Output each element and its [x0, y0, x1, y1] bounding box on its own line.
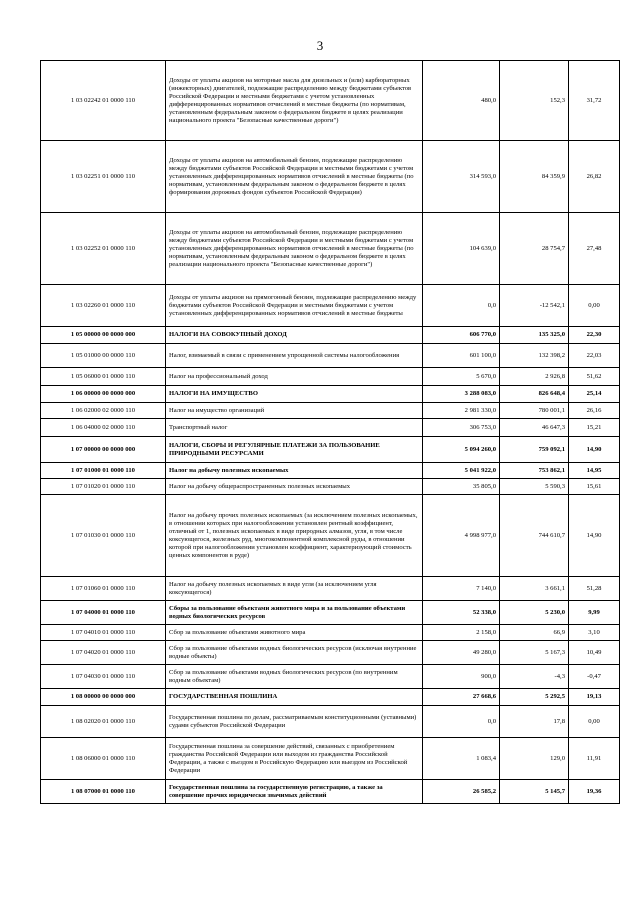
- revenue-name-cell: Государственная пошлина по делам, рассматриваемым конституционными (уставными) судами субъектов Российской Федерации: [166, 706, 423, 738]
- planned-amount-cell: 3 288 083,0: [423, 386, 500, 403]
- budget-revenue-table: [40, 60, 620, 804]
- budget-code-cell: 1 08 06000 01 0000 110: [41, 738, 166, 780]
- budget-code-cell: 1 07 04030 01 0000 110: [41, 665, 166, 689]
- revenue-name-cell: Доходы от уплаты акцизов на моторные масла для дизельных и (или) карбюраторных (инжекторных) двигателей, подлежащие распределению между бюджетами субъектов Российской Федерации и местными бюджетами с учетом установленных дифференцированных нормативов отчислений в местные бюджеты (по нормативам, установленным федеральным законом о федеральном бюджете в целях реализации национального проекта "Безопасные качественные дороги"): [166, 61, 423, 141]
- planned-amount-cell: 27 668,6: [423, 689, 500, 706]
- budget-code-cell: 1 03 02252 01 0000 110: [41, 213, 166, 285]
- table-row: [41, 601, 620, 625]
- table-row: [41, 285, 620, 327]
- planned-amount-cell: 314 593,0: [423, 141, 500, 213]
- planned-amount-cell: 601 100,0: [423, 344, 500, 368]
- planned-amount-cell: 52 338,0: [423, 601, 500, 625]
- execution-percent-cell: 15,21: [569, 419, 620, 437]
- execution-percent-cell: 27,48: [569, 213, 620, 285]
- revenue-name-cell: Государственная пошлина за совершение действий, связанных с приобретением гражданства Российской Федерации или выходом из гражданства Российской Федерации, а также с въездом в Российскую Федерацию или выездом из Российской Федерации: [166, 738, 423, 780]
- execution-percent-cell: 51,62: [569, 368, 620, 386]
- execution-percent-cell: 15,61: [569, 479, 620, 495]
- revenue-name-cell: Налог, взимаемый в связи с применением упрощенной системы налогообложения: [166, 344, 423, 368]
- planned-amount-cell: 606 770,0: [423, 327, 500, 344]
- budget-code-cell: 1 07 01060 01 0000 110: [41, 577, 166, 601]
- execution-percent-cell: 19,13: [569, 689, 620, 706]
- table-row: [41, 419, 620, 437]
- execution-percent-cell: 22,30: [569, 327, 620, 344]
- revenue-name-cell: Доходы от уплаты акцизов на автомобильный бензин, подлежащие распределению между бюджетами субъектов Российской Федерации и местными бюджетами с учетом установленных дифференцированных нормативов отчислений в местные бюджеты (по нормативам, установленным федеральным законом о федеральном бюджете в целях реализации национального проекта "Безопасные качественные дороги"): [166, 213, 423, 285]
- actual-amount-cell: 46 647,3: [500, 419, 569, 437]
- execution-percent-cell: 10,49: [569, 641, 620, 665]
- table-row: [41, 577, 620, 601]
- table-row: [41, 479, 620, 495]
- revenue-name-cell: НАЛОГИ НА ИМУЩЕСТВО: [166, 386, 423, 403]
- execution-percent-cell: 14,90: [569, 495, 620, 577]
- budget-code-cell: 1 07 04000 01 0000 110: [41, 601, 166, 625]
- actual-amount-cell: 780 001,1: [500, 403, 569, 419]
- execution-percent-cell: 25,14: [569, 386, 620, 403]
- budget-code-cell: 1 05 00000 00 0000 000: [41, 327, 166, 344]
- budget-code-cell: 1 05 01000 00 0000 110: [41, 344, 166, 368]
- planned-amount-cell: 5 670,0: [423, 368, 500, 386]
- actual-amount-cell: 17,8: [500, 706, 569, 738]
- budget-code-cell: 1 08 02020 01 0000 110: [41, 706, 166, 738]
- actual-amount-cell: 5 590,3: [500, 479, 569, 495]
- revenue-name-cell: Сбор за пользование объектами водных биологических ресурсов (исключая внутренние водные объекты): [166, 641, 423, 665]
- planned-amount-cell: 26 585,2: [423, 780, 500, 804]
- table-row: [41, 625, 620, 641]
- execution-percent-cell: 26,16: [569, 403, 620, 419]
- actual-amount-cell: 759 092,1: [500, 437, 569, 463]
- planned-amount-cell: 49 280,0: [423, 641, 500, 665]
- budget-code-cell: 1 07 01030 01 0000 110: [41, 495, 166, 577]
- budget-code-cell: 1 07 04020 01 0000 110: [41, 641, 166, 665]
- actual-amount-cell: 129,0: [500, 738, 569, 780]
- table-row: [41, 463, 620, 479]
- actual-amount-cell: -4,3: [500, 665, 569, 689]
- actual-amount-cell: 66,9: [500, 625, 569, 641]
- budget-code-cell: 1 03 02242 01 0000 110: [41, 61, 166, 141]
- planned-amount-cell: 900,0: [423, 665, 500, 689]
- budget-code-cell: 1 05 06000 01 0000 110: [41, 368, 166, 386]
- actual-amount-cell: -12 542,1: [500, 285, 569, 327]
- revenue-name-cell: Государственная пошлина за государственную регистрацию, а также за совершение прочих юридически значимых действий: [166, 780, 423, 804]
- revenue-name-cell: Доходы от уплаты акцизов на автомобильный бензин, подлежащие распределению между бюджетами субъектов Российской Федерации и местными бюджетами с учетом установленных дифференцированных нормативов отчислений в местные бюджеты (по нормативам, установленным федеральным законом о федеральном бюджете в целях формирования дорожных фондов субъектов Российской Федерации): [166, 141, 423, 213]
- table-row: [41, 213, 620, 285]
- revenue-name-cell: НАЛОГИ НА СОВОКУПНЫЙ ДОХОД: [166, 327, 423, 344]
- revenue-name-cell: Налог на добычу полезных ископаемых: [166, 463, 423, 479]
- planned-amount-cell: 480,0: [423, 61, 500, 141]
- revenue-name-cell: Сбор за пользование объектами водных биологических ресурсов (по внутренним водным объектам): [166, 665, 423, 689]
- execution-percent-cell: 19,36: [569, 780, 620, 804]
- budget-code-cell: 1 08 00000 00 0000 000: [41, 689, 166, 706]
- revenue-name-cell: Налог на добычу прочих полезных ископаемых (за исключением полезных ископаемых, в отношении которых при налогообложении установлен рентный коэффициент, отличный от 1, полезных ископаемых в виде природных алмазов, угля, в том числе коксующегося, железных руд, многокомпонентной комплексной руды, в отношении которой при налогообложении установлен коэффициент, характеризующий стоимость ценных компонентов в руде): [166, 495, 423, 577]
- budget-code-cell: 1 07 00000 00 0000 000: [41, 437, 166, 463]
- table-row: [41, 495, 620, 577]
- planned-amount-cell: 1 083,4: [423, 738, 500, 780]
- actual-amount-cell: 5 230,0: [500, 601, 569, 625]
- table-row: [41, 665, 620, 689]
- revenue-name-cell: НАЛОГИ, СБОРЫ И РЕГУЛЯРНЫЕ ПЛАТЕЖИ ЗА ПОЛЬЗОВАНИЕ ПРИРОДНЫМИ РЕСУРСАМИ: [166, 437, 423, 463]
- execution-percent-cell: 14,95: [569, 463, 620, 479]
- budget-code-cell: 1 07 01020 01 0000 110: [41, 479, 166, 495]
- table-row: [41, 706, 620, 738]
- budget-code-cell: 1 06 00000 00 0000 000: [41, 386, 166, 403]
- actual-amount-cell: 5 145,7: [500, 780, 569, 804]
- budget-code-cell: 1 06 04000 02 0000 110: [41, 419, 166, 437]
- execution-percent-cell: 51,28: [569, 577, 620, 601]
- planned-amount-cell: 5 041 922,0: [423, 463, 500, 479]
- budget-code-cell: 1 03 02260 01 0000 110: [41, 285, 166, 327]
- execution-percent-cell: 11,91: [569, 738, 620, 780]
- budget-code-cell: 1 06 02000 02 0000 110: [41, 403, 166, 419]
- execution-percent-cell: 26,82: [569, 141, 620, 213]
- actual-amount-cell: 744 610,7: [500, 495, 569, 577]
- execution-percent-cell: 0,00: [569, 706, 620, 738]
- execution-percent-cell: 3,10: [569, 625, 620, 641]
- table-row: [41, 738, 620, 780]
- planned-amount-cell: 104 639,0: [423, 213, 500, 285]
- actual-amount-cell: 826 648,4: [500, 386, 569, 403]
- budget-code-cell: 1 08 07000 01 0000 110: [41, 780, 166, 804]
- planned-amount-cell: 7 140,0: [423, 577, 500, 601]
- budget-code-cell: 1 03 02251 01 0000 110: [41, 141, 166, 213]
- execution-percent-cell: 22,03: [569, 344, 620, 368]
- page-number: 3: [316, 38, 324, 53]
- actual-amount-cell: 2 926,8: [500, 368, 569, 386]
- budget-code-cell: 1 07 04010 01 0000 110: [41, 625, 166, 641]
- planned-amount-cell: 5 094 260,0: [423, 437, 500, 463]
- actual-amount-cell: 5 292,5: [500, 689, 569, 706]
- revenue-name-cell: Налог на имущество организаций: [166, 403, 423, 419]
- execution-percent-cell: 31,72: [569, 61, 620, 141]
- revenue-name-cell: ГОСУДАРСТВЕННАЯ ПОШЛИНА: [166, 689, 423, 706]
- table-row: [41, 403, 620, 419]
- planned-amount-cell: 0,0: [423, 285, 500, 327]
- revenue-name-cell: Доходы от уплаты акцизов на прямогонный бензин, подлежащие распределению между бюджетами субъектов Российской Федерации и местными бюджетами с учетом установленных дифференцированных нормативов отчислений в местные бюджеты: [166, 285, 423, 327]
- actual-amount-cell: 135 325,0: [500, 327, 569, 344]
- table-row: [41, 437, 620, 463]
- actual-amount-cell: 28 754,7: [500, 213, 569, 285]
- execution-percent-cell: -0,47: [569, 665, 620, 689]
- planned-amount-cell: 0,0: [423, 706, 500, 738]
- actual-amount-cell: 3 661,1: [500, 577, 569, 601]
- table-row: [41, 368, 620, 386]
- revenue-name-cell: Сборы за пользование объектами животного мира и за пользование объектами водных биологических ресурсов: [166, 601, 423, 625]
- table-row: [41, 386, 620, 403]
- table-row: [41, 780, 620, 804]
- execution-percent-cell: 9,99: [569, 601, 620, 625]
- planned-amount-cell: 2 981 330,0: [423, 403, 500, 419]
- table-row: [41, 141, 620, 213]
- actual-amount-cell: 753 862,1: [500, 463, 569, 479]
- actual-amount-cell: 132 398,2: [500, 344, 569, 368]
- table-row: [41, 689, 620, 706]
- revenue-name-cell: Налог на профессиональный доход: [166, 368, 423, 386]
- planned-amount-cell: 35 805,0: [423, 479, 500, 495]
- actual-amount-cell: 5 167,3: [500, 641, 569, 665]
- revenue-name-cell: Сбор за пользование объектами животного мира: [166, 625, 423, 641]
- planned-amount-cell: 2 158,0: [423, 625, 500, 641]
- table-row: [41, 61, 620, 141]
- revenue-name-cell: Налог на добычу полезных ископаемых в виде угля (за исключением угля коксующегося): [166, 577, 423, 601]
- planned-amount-cell: 306 753,0: [423, 419, 500, 437]
- actual-amount-cell: 152,3: [500, 61, 569, 141]
- planned-amount-cell: 4 998 977,0: [423, 495, 500, 577]
- execution-percent-cell: 14,90: [569, 437, 620, 463]
- table-row: [41, 327, 620, 344]
- table-row: [41, 641, 620, 665]
- budget-code-cell: 1 07 01000 01 0000 110: [41, 463, 166, 479]
- actual-amount-cell: 84 359,9: [500, 141, 569, 213]
- revenue-name-cell: Транспортный налог: [166, 419, 423, 437]
- table-row: [41, 344, 620, 368]
- execution-percent-cell: 0,00: [569, 285, 620, 327]
- revenue-name-cell: Налог на добычу общераспространенных полезных ископаемых: [166, 479, 423, 495]
